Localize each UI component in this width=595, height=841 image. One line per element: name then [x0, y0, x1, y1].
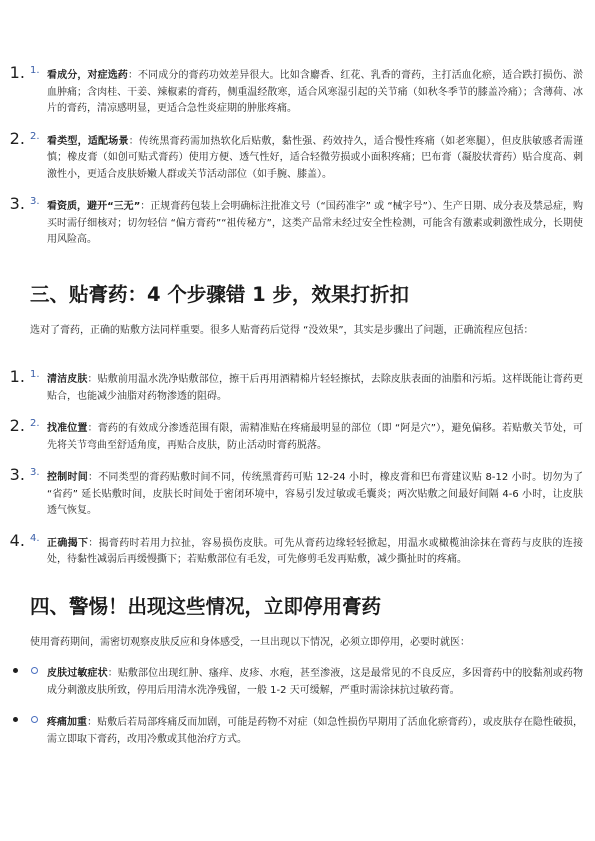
- product-selection-list: [30, 63, 583, 249]
- item-body: ：不同成分的膏药功效差异很大。比如含麝香、红花、乳香的膏药，主打活血化瘀，适合跌打损伤、淤血肿痛；含肉桂、干姜、辣椒素的膏药，侧重温经散寒，适合风寒湿引起的关节痛（如秋冬季节的膝盖冷痛）；含薄荷、冰片的膏药，清凉感明显，更适合急性炎症期的肿胀疼痛。: [47, 70, 584, 114]
- item-body: ：膏药的有效成分渗透范围有限，需精准贴在疼痛最明显的部位（即 “阿是穴”），避免偏移。若贴敷关节处，可先将关节弯曲至舒适角度，再贴合皮肤，防止活动时膏药脱落。: [47, 423, 584, 451]
- item-title: 正确揭下: [47, 537, 89, 549]
- list-item: [30, 416, 583, 454]
- item-body: ：贴敷后若局部疼痛反而加剧，可能是药物不对症（如急性损伤早期用了活血化瘀膏药），或皮肤存在隐性破损，需立即取下膏药，改用冷敷或其他治疗方式。: [47, 717, 584, 745]
- item-title: 疼痛加重: [47, 717, 88, 728]
- list-item: [30, 194, 583, 249]
- list-item: [30, 710, 583, 748]
- list-item: [30, 367, 583, 405]
- item-title: 看类型，适配场景: [47, 135, 129, 147]
- list-item: [30, 531, 583, 569]
- item-body: ：正规膏药包装上会明确标注批准文号（“国药准字” 或 “械字号”）、生产日期、成分表及禁忌症，购买时需仔细核对；切勿轻信 “偏方膏药”“祖传秘方”，这类产品常未经过安全性检测，可能含有激素或刺激性成分，长期使用风险高。: [47, 201, 583, 245]
- item-title: 找准位置: [47, 423, 88, 434]
- circle-bullet-icon: [31, 716, 38, 723]
- section-heading: 三、贴膏药：4 个步骤错 1 步，效果打折扣: [30, 283, 410, 306]
- list-item: [30, 465, 583, 520]
- item-body: ：不同类型的膏药贴敷时间不同，传统黑膏药可贴 12-24 小时，橡皮膏和巴布膏建议贴 8-12 小时。切勿为了 “省药” 延长贴敷时间，皮肤长时间处于密闭环境中，容易引发过敏或毛囊炎；两次贴敷之间最好间隔 4-6 小时，让皮肤透气恢复。: [47, 472, 584, 516]
- item-body: ：传统黑膏药需加热软化后贴敷，黏性强、药效持久，适合慢性疼痛（如老寒腿），但皮肤敏感者需谨慎；橡皮膏（如创可贴式膏药）使用方便、透气性好，适合轻微劳损或小面积疼痛；巴布膏（凝胶状膏药）贴合度高、刺激性小，更适合皮肤娇嫩人群或关节活动部位（如手腕、膝盖）。: [47, 135, 584, 180]
- section-intro: 使用膏药期间，需密切观察皮肤反应和身体感受，一旦出现以下情况，必须立即停用，必要时就医：: [30, 637, 470, 648]
- list-number: 4. 4.: [30, 532, 40, 544]
- item-body: ：揭膏药时若用力拉扯，容易损伤皮肤。可先从膏药边缘轻轻掀起，用温水或橄榄油涂抹在膏药与皮肤的连接处，待黏性减弱后再缓慢撕下；若贴敷部位有毛发，可先修剪毛发再贴敷，减少撕扯时的疼痛。: [47, 537, 584, 565]
- list-number: 2. 2.: [30, 418, 40, 429]
- item-body: ：贴敷部位出现红肿、瘙痒、皮疹、水疱，甚至渗液，这是最常见的不良反应，多因膏药中的胶黏剂或药物成分刺激皮肤所致，停用后用清水洗净残留，一般 1-2 天可缓解，严重时需涂抹抗过敏药膏。: [47, 668, 584, 696]
- circle-bullet-icon: [31, 667, 38, 674]
- item-title: 清洁皮肤: [47, 374, 88, 385]
- application-steps-list: [30, 367, 583, 569]
- list-number: 1. 1.: [30, 369, 40, 380]
- section-intro: 选对了膏药，正确的贴敷方法同样重要。很多人贴膏药后觉得 “没效果”，其实是步骤出了问题，正确流程应包括：: [30, 325, 534, 336]
- item-title: 看资质，避开“三无”: [47, 201, 141, 212]
- list-number: 2. 2.: [30, 130, 40, 142]
- list-number: 3. 3.: [30, 196, 40, 207]
- list-number: 1. 1.: [30, 65, 40, 76]
- list-item: [30, 63, 583, 118]
- section-heading: 四、警惕！出现这些情况，立即停用膏药: [30, 595, 382, 618]
- item-body: ：贴敷前用温水洗净贴敷部位，擦干后再用酒精棉片轻轻擦拭，去除皮肤表面的油脂和污垢。这样既能让膏药更贴合，也能减少油脂对药物渗透的阻碍。: [47, 374, 584, 402]
- item-title: 皮肤过敏症状: [47, 668, 108, 679]
- item-title: 控制时间: [47, 472, 88, 483]
- warning-list: [30, 661, 583, 748]
- item-title: 看成分，对症选药: [47, 70, 128, 81]
- list-item: [30, 661, 583, 699]
- list-number: 3. 3.: [30, 467, 40, 478]
- list-item: [30, 129, 583, 184]
